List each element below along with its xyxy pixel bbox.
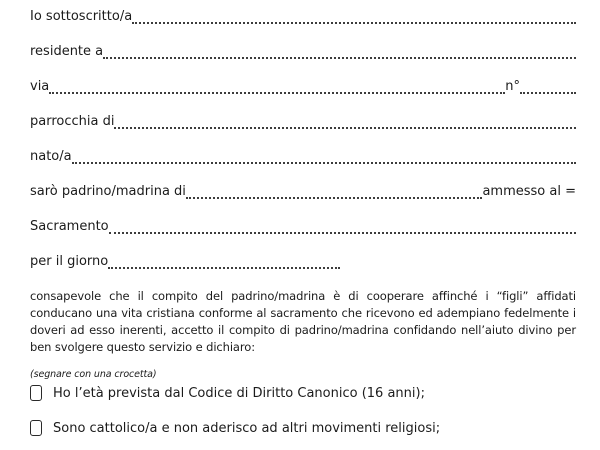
checklist-item-catholic	[30, 420, 576, 436]
form-line-giorno	[30, 253, 576, 271]
label-per-il-giorno: per il giorno	[30, 254, 109, 269]
fill-in-street-line[interactable]	[49, 92, 505, 94]
mark-with-cross-note: (segnare con una crocetta)	[30, 369, 157, 380]
label-numero: n°	[505, 79, 520, 94]
form-line-padrino	[30, 183, 576, 201]
label-via: via	[30, 79, 50, 94]
fill-in-parish-line[interactable]	[114, 127, 576, 129]
fill-in-name-line[interactable]	[132, 22, 576, 24]
form-line-sottoscritto	[30, 8, 576, 26]
fill-in-birth-line[interactable]	[72, 162, 576, 164]
checklist-item-age	[30, 385, 576, 401]
label-sacramento: Sacramento	[30, 219, 109, 234]
checkbox-catholic[interactable]	[30, 420, 42, 436]
label-residente-a: residente a	[30, 44, 104, 59]
label-ammesso-al: ammesso al =	[482, 184, 576, 199]
label-nato-a: nato/a	[30, 149, 72, 164]
fill-in-street-number-line[interactable]	[520, 92, 576, 94]
fill-in-godchild-line[interactable]	[186, 197, 483, 199]
label-parrocchia-di: parrocchia di	[30, 114, 115, 129]
checklist-item-catholic-label: Sono cattolico/a e non aderisco ad altri movimenti religiosi;	[53, 420, 441, 436]
form-line-nato	[30, 148, 576, 166]
label-saro-padrino: sarò padrino/madrina di	[30, 184, 186, 199]
form-line-via	[30, 78, 576, 96]
label-io-sottoscritto: Io sottoscritto/a	[30, 9, 133, 24]
checkbox-age-requirement[interactable]	[30, 385, 42, 401]
fill-in-date-line[interactable]	[108, 267, 340, 269]
checklist-item-age-label: Ho l’età prevista dal Codice di Diritto Canonico (16 anni);	[53, 385, 425, 401]
form-line-sacramento	[30, 218, 576, 236]
fill-in-residence-line[interactable]	[103, 57, 576, 59]
form-line-parrocchia	[30, 113, 576, 131]
declaration-paragraph: consapevole che il compito del padrino/madrina è di cooperare affinché i “figli” affidati conducano una vita cristiana conforme al sacramento che ricevono ed adempiano fedelmente i doveri ad esso inerenti, accetto il compito di padrino/madrina confidando nell’aiuto divino per ben svolgere questo servizio e dichiaro:	[30, 289, 576, 354]
fill-in-sacrament-line[interactable]	[109, 232, 576, 234]
form-line-residente	[30, 43, 576, 61]
